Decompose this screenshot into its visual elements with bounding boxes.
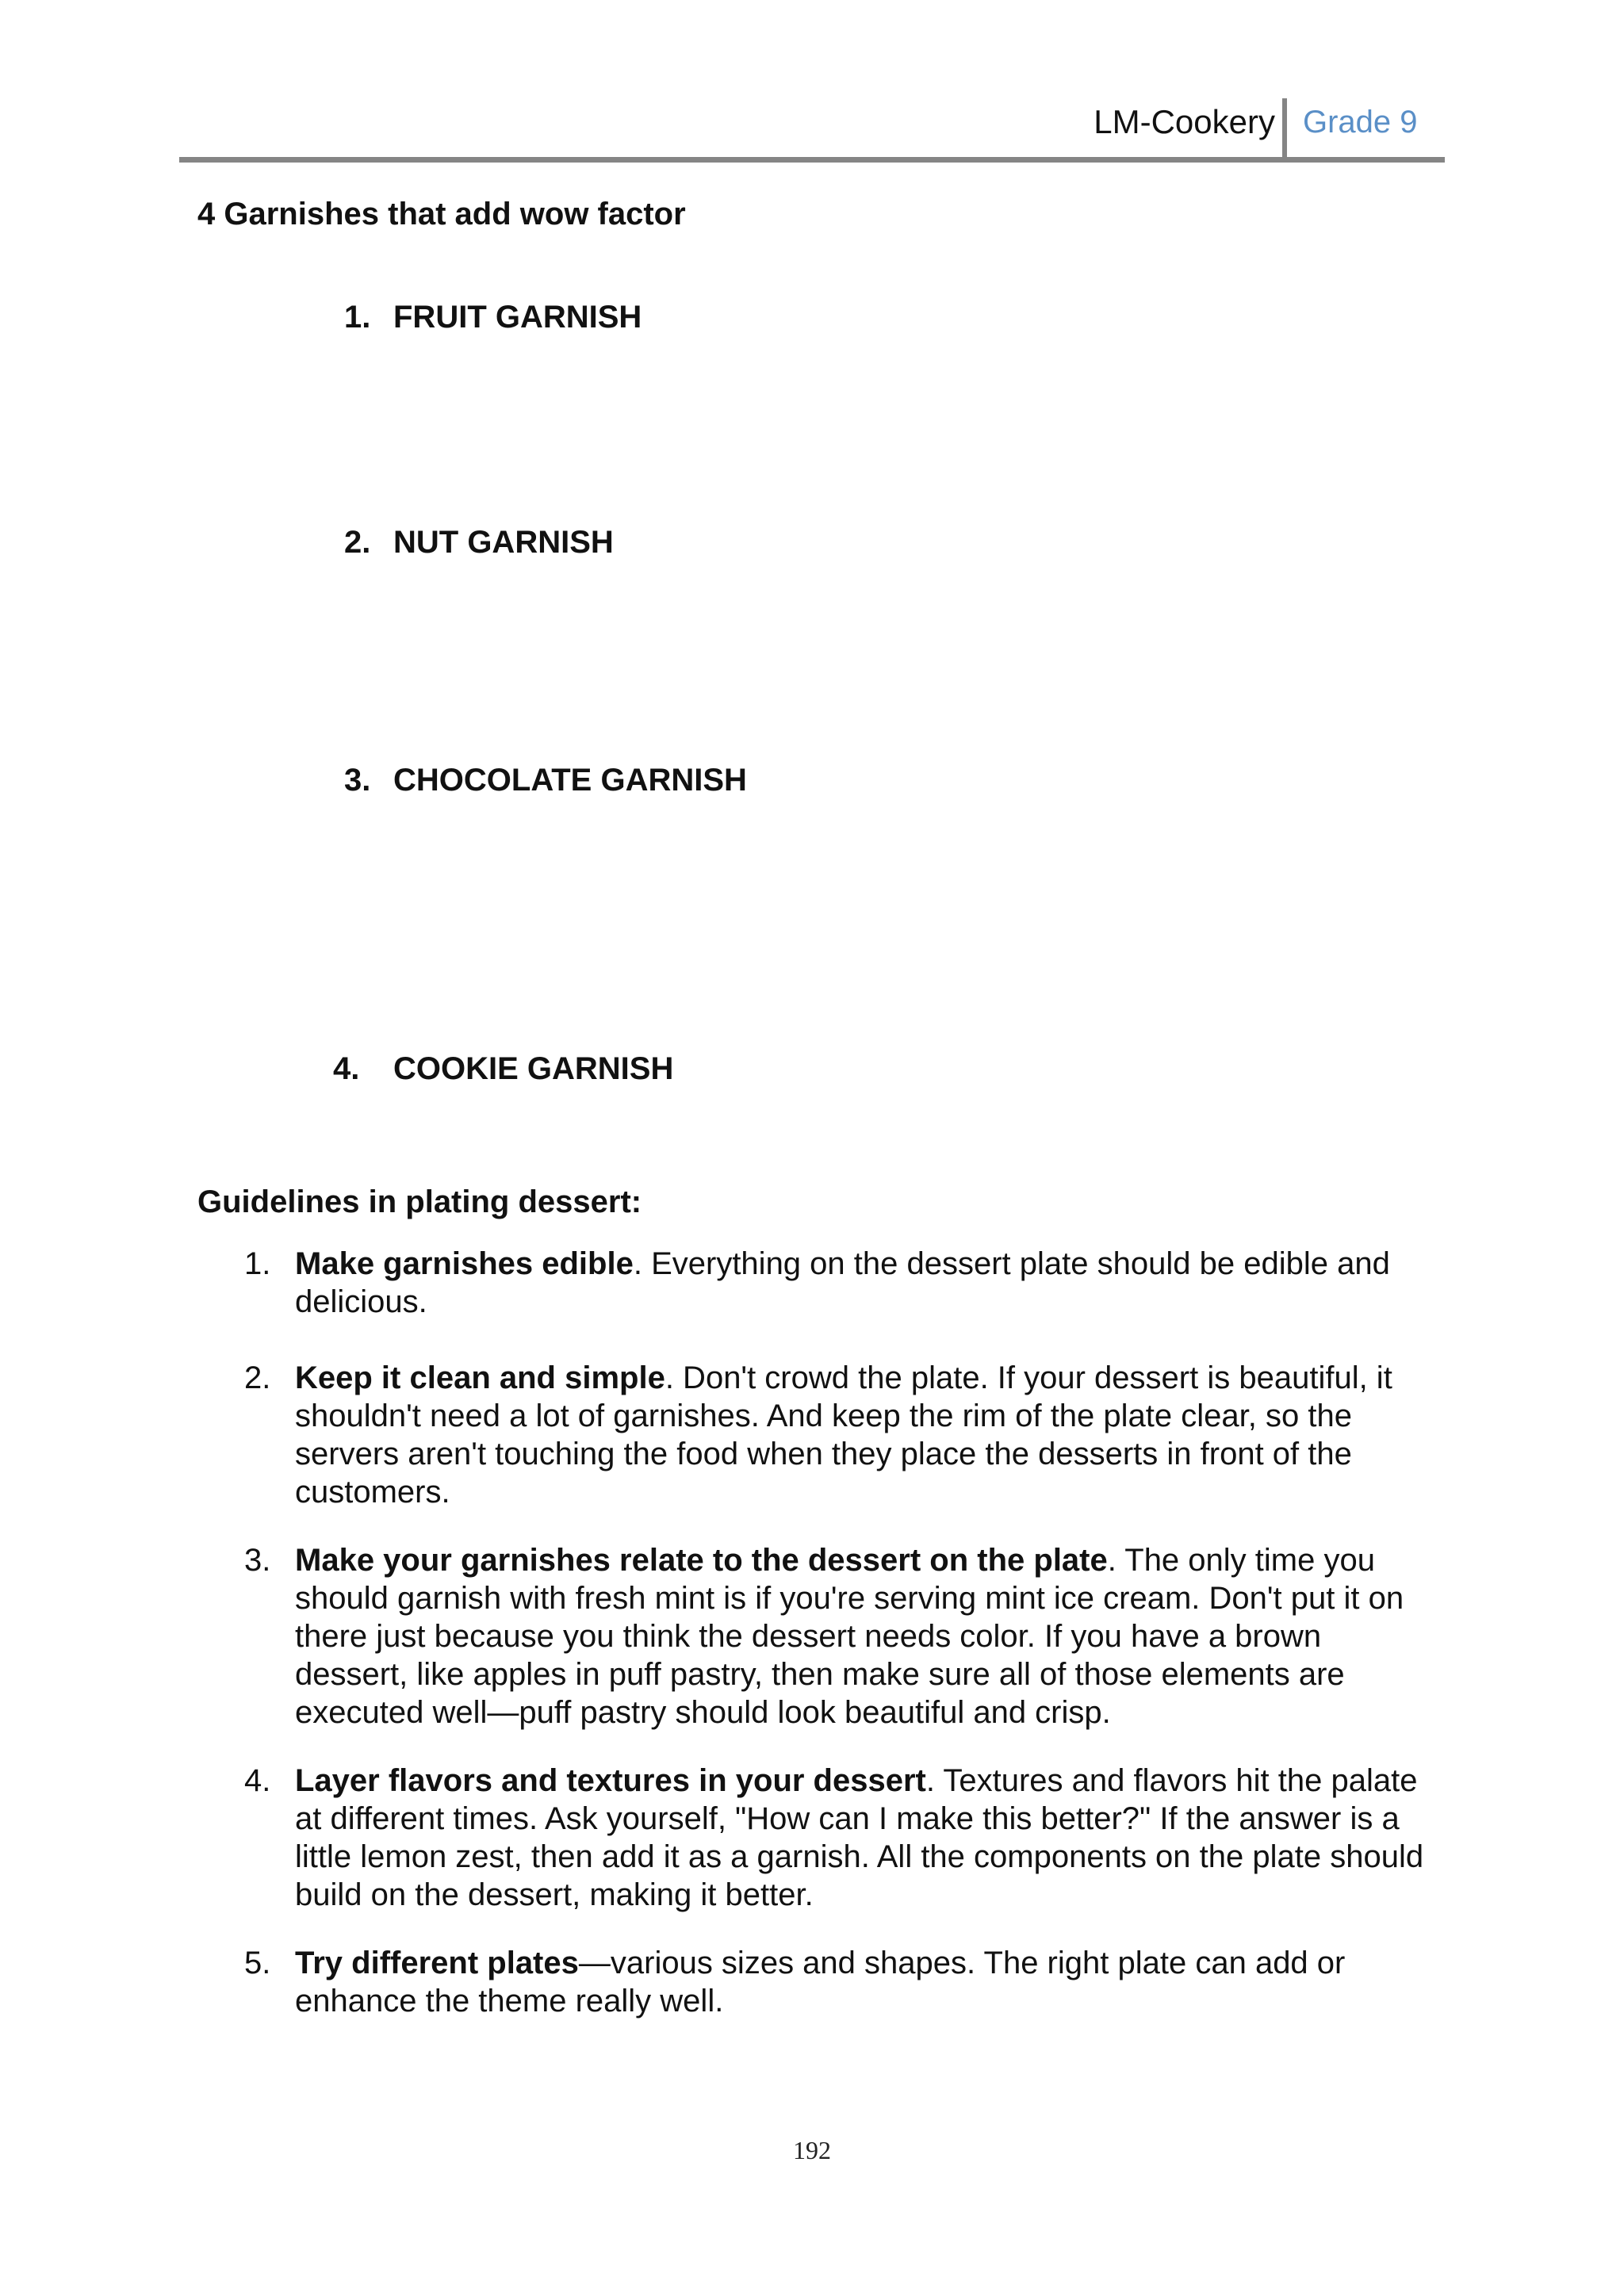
guideline-number: 1. xyxy=(244,1246,271,1281)
guideline-text xyxy=(295,1359,1434,1511)
guideline-body: . The only time you should garnish with fresh mint is if you're serving mint ice cream. Don't put it on there just because you think the dessert needs color. If you have a brown dessert, like apples in puff pastry, then make sure all of those elements are executed well—puff pastry should look beautiful and crisp. xyxy=(295,1543,1404,1730)
guideline-bold: Make garnishes edible xyxy=(295,1246,634,1281)
page-number: 192 xyxy=(793,2136,831,2164)
garnish-number: 4. xyxy=(333,1051,360,1086)
garnish-number: 2. xyxy=(344,525,371,560)
guideline-text xyxy=(295,1762,1434,1914)
guideline-bold: Try different plates xyxy=(295,1946,579,1980)
guideline-number: 4. xyxy=(244,1763,271,1798)
header-divider xyxy=(1282,98,1287,159)
guideline-number: 5. xyxy=(244,1946,271,1980)
guideline-text xyxy=(295,1541,1434,1732)
guideline-body: . Don't crowd the plate. If your dessert is beautiful, it shouldn't need a lot of garnishes. And keep the rim of the plate clear, so the servers aren't touching the food when they place the desserts in front of the customers. xyxy=(295,1360,1392,1510)
guideline-bold: Keep it clean and simple xyxy=(295,1360,665,1395)
guideline-body: —various sizes and shapes. The right plate can add or enhance the theme really well. xyxy=(295,1946,1346,2019)
garnish-label: FRUIT GARNISH xyxy=(393,300,642,335)
header-rule xyxy=(179,157,1445,163)
guideline-number: 3. xyxy=(244,1543,271,1578)
section-title: 4 Garnishes that add wow factor xyxy=(197,197,686,232)
guideline-text xyxy=(295,1245,1434,1321)
header-grade: Grade 9 xyxy=(1303,105,1418,140)
header-subject: LM-Cookery xyxy=(1094,103,1275,140)
garnish-label: NUT GARNISH xyxy=(393,525,614,560)
garnish-label: CHOCOLATE GARNISH xyxy=(393,763,747,798)
guideline-bold: Layer flavors and textures in your dessert xyxy=(295,1763,926,1798)
guideline-number: 2. xyxy=(244,1360,271,1395)
guideline-body: . Everything on the dessert plate should be edible and delicious. xyxy=(295,1246,1390,1319)
guidelines-title: Guidelines in plating dessert: xyxy=(197,1184,642,1219)
garnish-label: COOKIE GARNISH xyxy=(393,1051,674,1086)
guideline-body: . Textures and flavors hit the palate at different times. Ask yourself, "How can I make this better?" If the answer is a little lemon zest, then add it as a garnish. All the components on the plate should build on the dessert, making it better. xyxy=(295,1763,1424,1912)
garnish-number: 3. xyxy=(344,763,371,798)
garnish-number: 1. xyxy=(344,300,371,335)
guideline-text xyxy=(295,1944,1434,2020)
guideline-bold: Make your garnishes relate to the dessert on the plate xyxy=(295,1543,1108,1578)
